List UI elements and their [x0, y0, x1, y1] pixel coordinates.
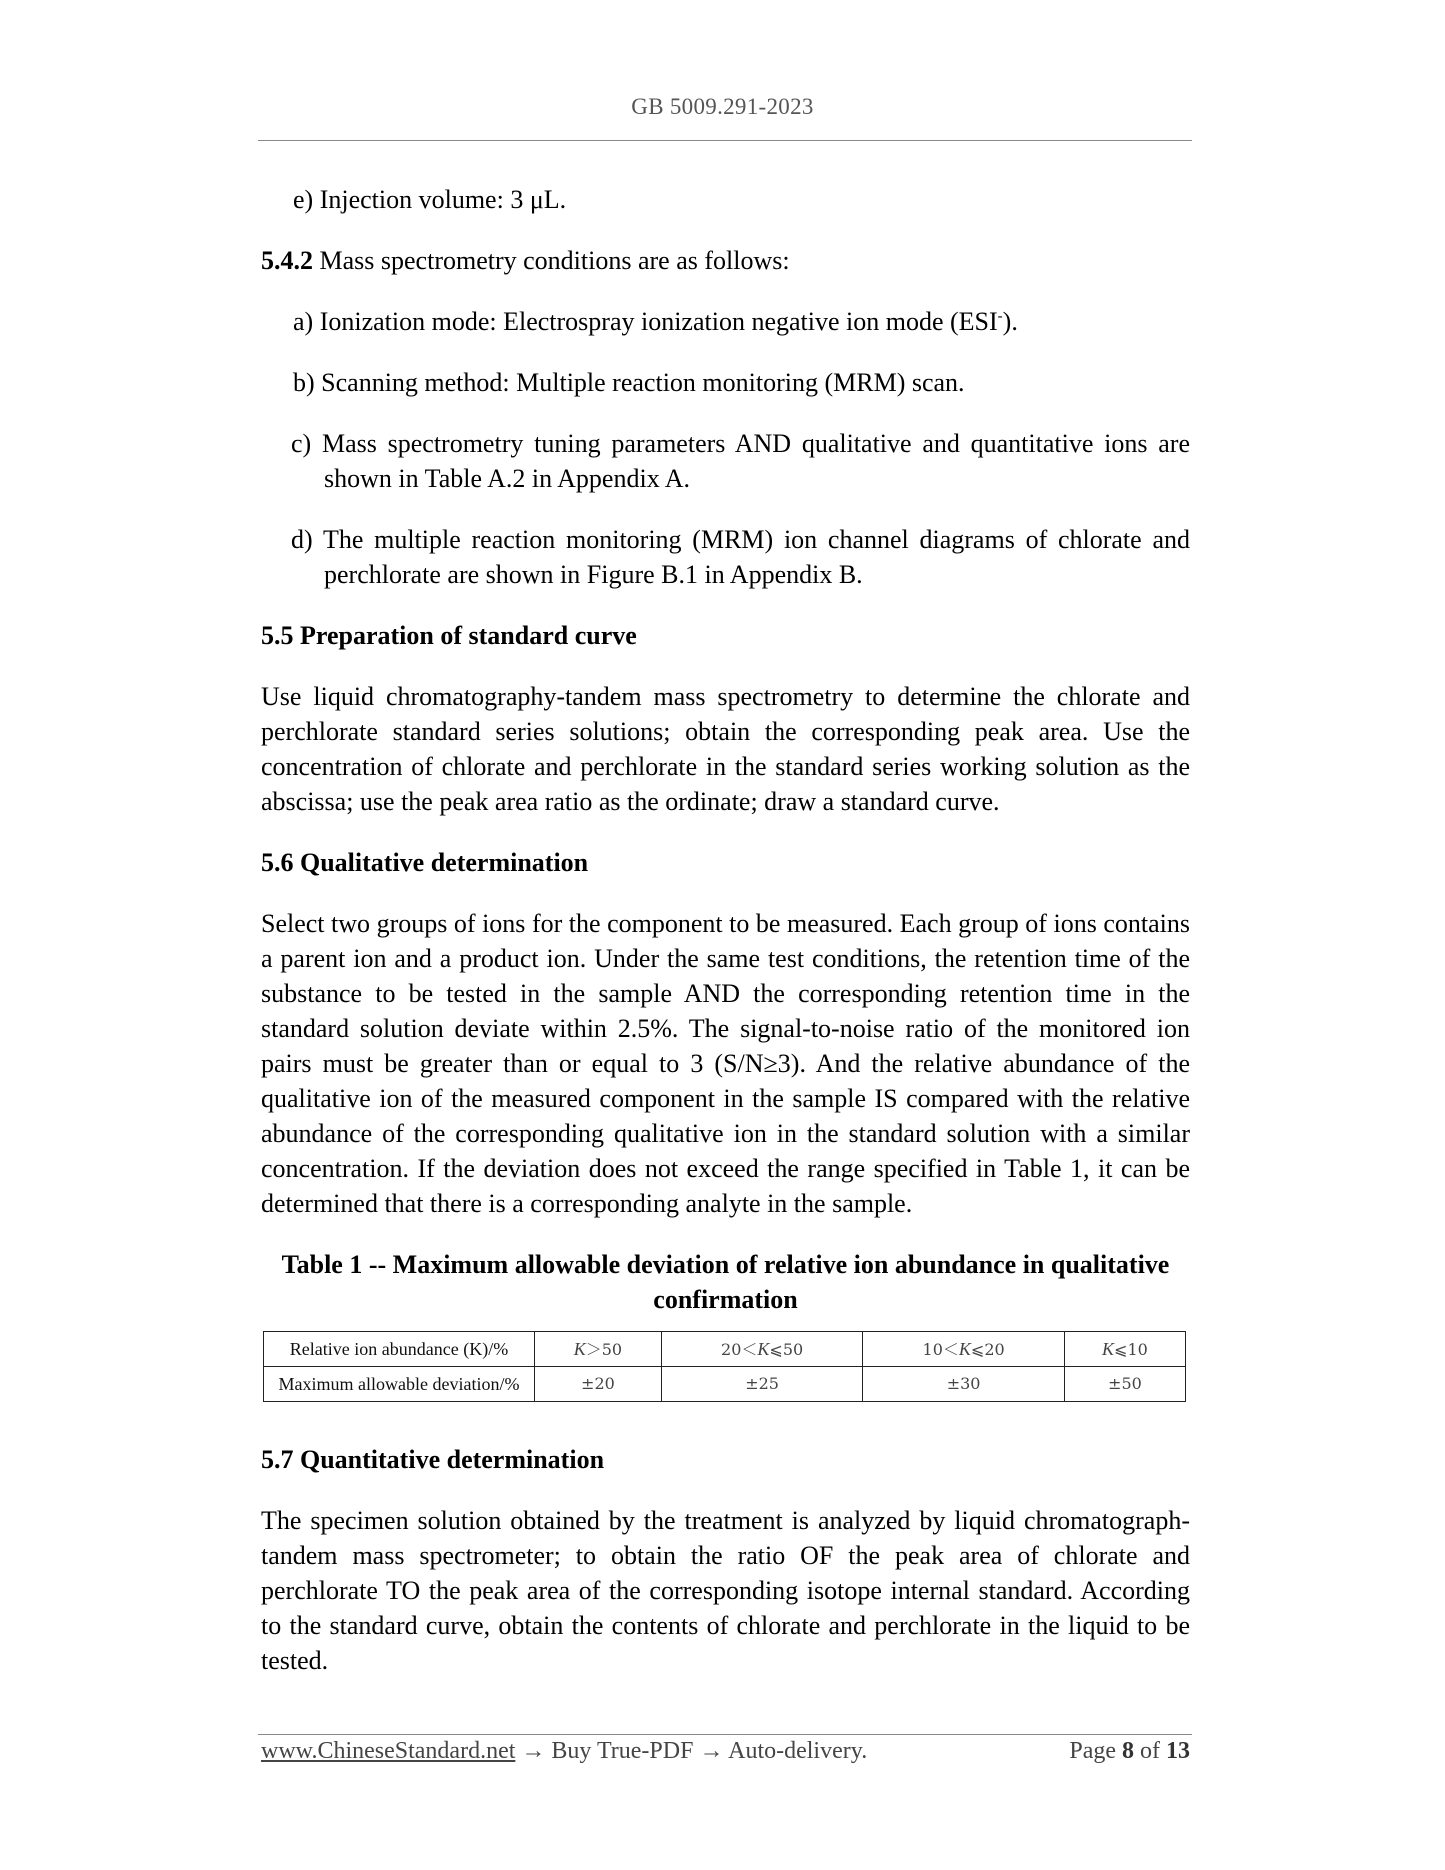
table-cell: ±50 [1064, 1367, 1185, 1402]
table-cell: ±30 [863, 1367, 1065, 1402]
footer-promo-text: → Buy True-PDF → Auto-delivery. [515, 1738, 868, 1764]
section-5-6-text: Select two groups of ions for the component to be measured. Each group of ions contains a parent ion and a product ion. Under the same test conditions, the retention time of the substance to be tested in the sample AND the corresponding retention time in the standard solution deviate within 2.5%. The signal-to-noise ratio of the monitored ion pairs must be greater than or equal to 3 (S/N≥3). And the relative abundance of the qualitative ion of the measured component in the sample IS compared with the relative abundance of the corresponding qualitative ion in the standard solution with a similar concentration. If the deviation does not exceed the range specified in Table 1, it can be determined that there is a corresponding analyte in the sample. [261, 909, 1190, 1218]
table-1 [263, 1331, 1186, 1402]
footer-promo [261, 1738, 867, 1765]
table-cell: ±25 [661, 1367, 863, 1402]
footer-divider [258, 1734, 1192, 1735]
item-ionization-mode-end: ). [1002, 307, 1018, 336]
table-row-deviation [264, 1367, 1186, 1402]
site-link[interactable]: www.ChineseStandard.net [261, 1738, 516, 1764]
table-row-abundance [264, 1332, 1186, 1367]
item-ionization-mode-text: a) Ionization mode: Electrospray ionization negative ion mode (ESI [293, 307, 998, 336]
table-row-header: Relative ion abundance (K)/% [264, 1332, 535, 1367]
table-cell: K⩽10 [1064, 1332, 1185, 1367]
table-1-caption: Table 1 -- Maximum allowable deviation of relative ion abundance in qualitative confirmation [281, 1250, 1170, 1314]
esi-superscript: - [997, 308, 1003, 325]
table-row-header: Maximum allowable deviation/% [264, 1367, 535, 1402]
clause-5-4-2-text: Mass spectrometry conditions are as follows: [313, 246, 790, 275]
page-header: GB 5009.291-2023 [631, 94, 814, 119]
table-cell: K＞50 [535, 1332, 662, 1367]
clause-5-4-2-number: 5.4.2 [261, 246, 313, 275]
item-injection-volume: e) Injection volume: 3 μL. [293, 185, 567, 214]
section-5-5-title: 5.5 Preparation of standard curve [261, 621, 637, 650]
table-cell: 20＜K⩽50 [661, 1332, 863, 1367]
section-5-5-text: Use liquid chromatography-tandem mass spectrometry to determine the chlorate and perchlorate standard series solutions; obtain the corresponding peak area. Use the concentration of chlorate and perchlorate in the standard series working solution as the abscissa; use the peak area ratio as the ordinate; draw a standard curve. [261, 682, 1190, 816]
current-page: 8 [1122, 1738, 1134, 1764]
page-number: Page 8 of 13 [1069, 1738, 1190, 1764]
table-cell: 10＜K⩽20 [863, 1332, 1065, 1367]
section-5-7-text: The specimen solution obtained by the treatment is analyzed by liquid chromatograph-tandem mass spectrometer; to obtain the ratio OF the peak area of chlorate and perchlorate TO the peak area of the corresponding isotope internal standard. According to the standard curve, obtain the contents of chlorate and perchlorate in the liquid to be tested. [261, 1506, 1190, 1675]
page-content [261, 182, 1190, 1678]
item-ionization-mode [261, 304, 1190, 339]
header-divider [258, 140, 1192, 141]
section-5-7-title: 5.7 Quantitative determination [261, 1445, 605, 1474]
item-tuning-parameters: c) Mass spectrometry tuning parameters AND qualitative and quantitative ions are shown in Table A.2 in Appendix A. [291, 429, 1190, 493]
total-pages: 13 [1166, 1738, 1190, 1764]
table-cell: ±20 [535, 1367, 662, 1402]
clause-5-4-2 [261, 243, 1190, 278]
item-scanning-method: b) Scanning method: Multiple reaction monitoring (MRM) scan. [293, 368, 965, 397]
section-5-6-title: 5.6 Qualitative determination [261, 848, 589, 877]
item-mrm-diagrams: d) The multiple reaction monitoring (MRM) ion channel diagrams of chlorate and perchlorate are shown in Figure B.1 in Appendix B. [291, 525, 1190, 589]
